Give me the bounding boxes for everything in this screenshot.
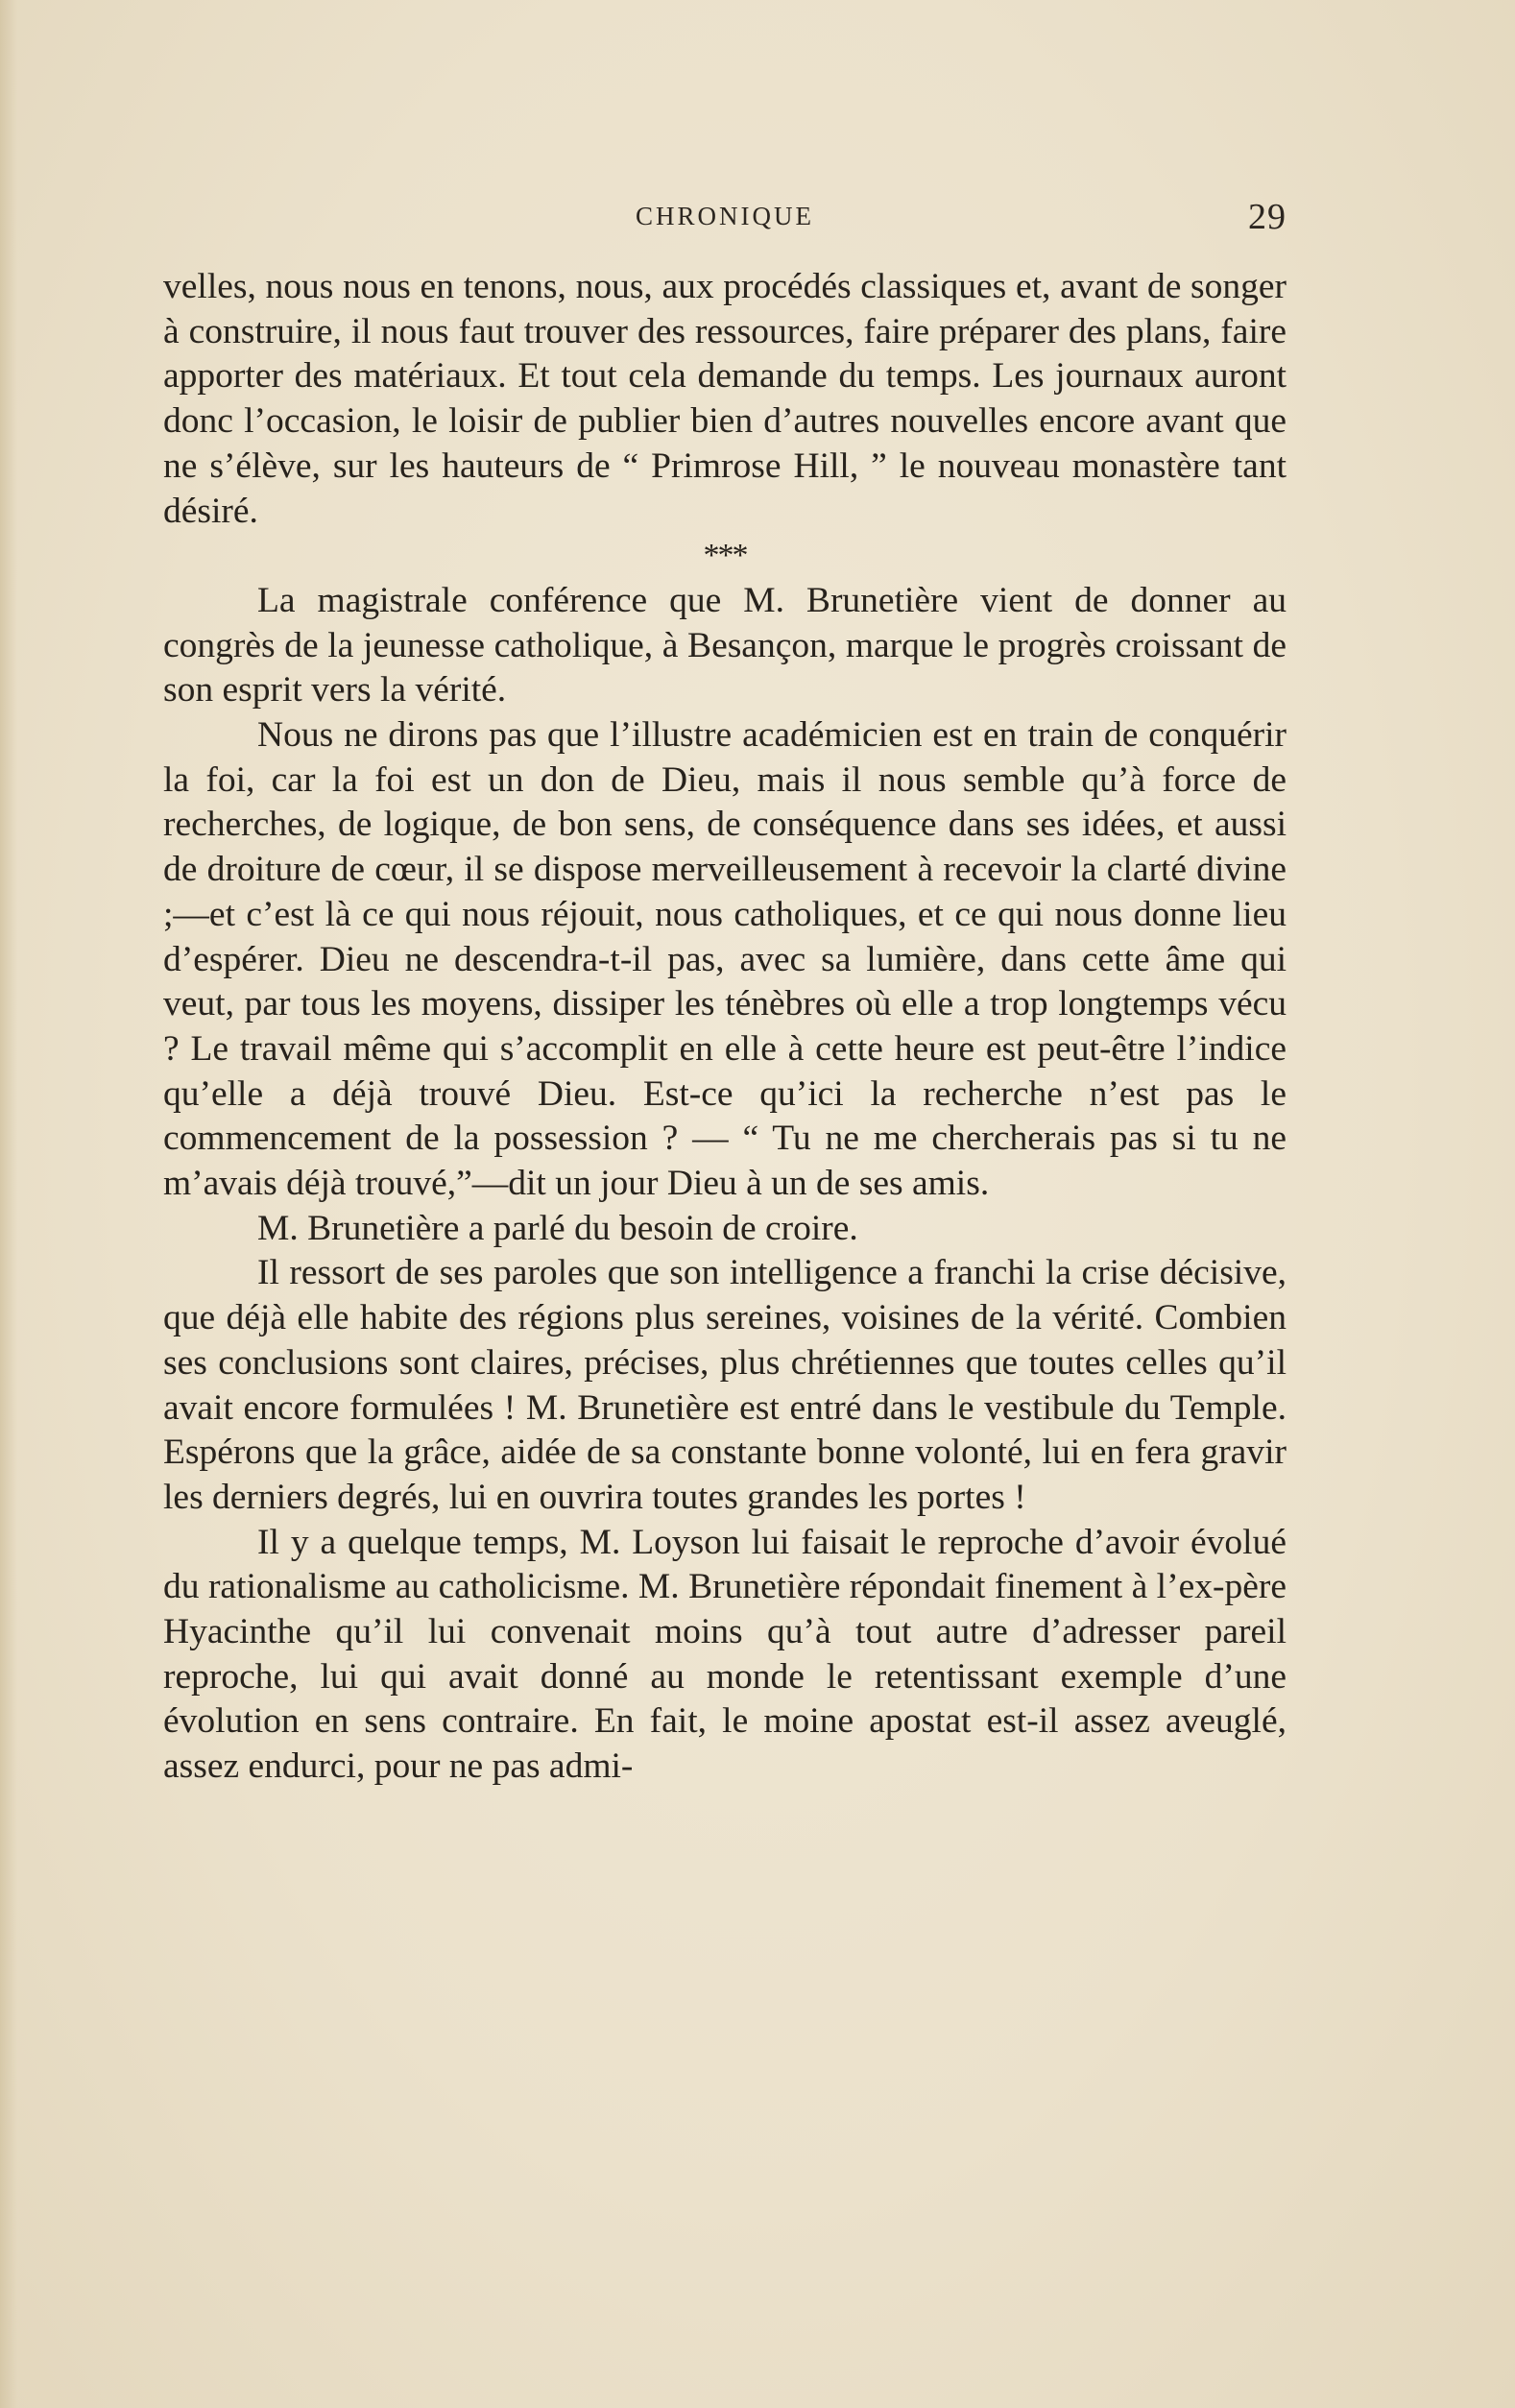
paragraph: Il ressort de ses paroles que son intelligence a franchi la crise décisive, que déjà elle habite des régions plus sereines, voisines de la vérité. Combien ses conclusions sont claires, précises, plus chrétiennes que toutes celles qu’il avait encore formulées ! M. Brunetière est entré dans le vestibule du Temple. Espérons que la grâce, aidée de sa constante bonne volonté, lui en fera gravir les derniers degrés, lui en ouvrira toutes grandes les portes ! [163,1253,1287,1517]
paragraph: La magistrale conférence que M. Brunetière vient de donner au congrès de la jeunesse catholique, à Besançon, marque le progrès croissant de son esprit vers la vérité. [163,580,1287,710]
page-gutter-shadow [0,0,17,2408]
section-separator [163,534,1287,579]
asterism: *** [703,538,747,574]
body-text [163,265,1287,1790]
paragraph: M. Brunetière a parlé du besoin de croire. [257,1208,858,1248]
page-header [163,196,1287,237]
paragraph-continuation: velles, nous nous en tenons, nous, aux procédés classiques et, avant de songer à construire, il nous faut trouver des ressources, faire préparer des plans, faire apporter des matériaux. Et tout cela demande du temps. Les journaux auront donc l’occasion, le loisir de publier bien d’autres nouvelles encore avant que ne s’élève, sur les hauteurs de “ Primrose Hill, ” le nouveau monastère tant désiré. [163,267,1287,531]
running-head: CHRONIQUE [636,202,814,230]
paragraph: Il y a quelque temps, M. Loyson lui faisait le reproche d’avoir évolué du rationalisme au catholicisme. M. Brunetière répondait finement à l’ex-père Hyacinthe qu’il lui convenait moins qu’à tout autre d’adresser pareil reproche, lui qui avait donné au monde le retentissant exemple d’une évolution en sens contraire. En fait, le moine apostat est-il assez aveuglé, assez endurci, pour ne pas admi- [163,1522,1287,1787]
paragraph: Nous ne dirons pas que l’illustre académicien est en train de conquérir la foi, car la foi est un don de Dieu, mais il nous semble qu’à force de recherches, de logique, de bon sens, de conséquence dans ses idées, et aussi de droiture de cœur, il se dispose merveilleusement à recevoir la clarté divine ;—et c’est là ce qui nous réjouit, nous catholiques, et ce qui nous donne lieu d’espérer. Dieu ne descendra-t-il pas, avec sa lumière, dans cette âme qui veut, par tous les moyens, dissiper les ténèbres où elle a trop longtemps vécu ? Le travail même qui s’accomplit en elle à cette heure est peut-être l’indice qu’elle a déjà trouvé Dieu. Est-ce qu’ici la recherche n’est pas le commencement de la possession ? — “ Tu ne me chercherais pas si tu ne m’avais déjà trouvé,”—dit un jour Dieu à un de ses amis. [163,715,1287,1204]
page-number: 29 [1248,197,1287,237]
